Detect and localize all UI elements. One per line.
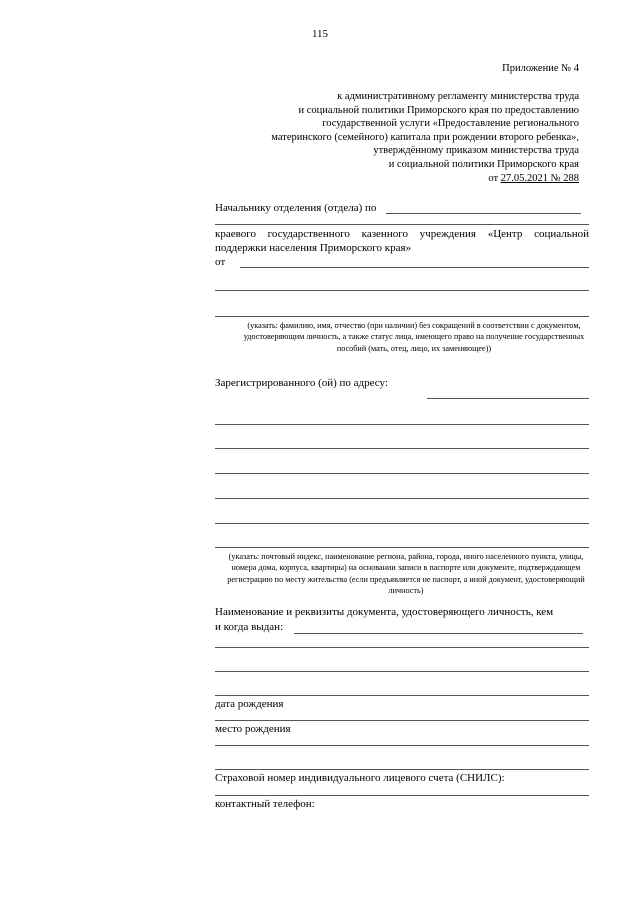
appendix-line-2: и социальной политики Приморского края по предоставлению — [298, 104, 579, 116]
address-field-line-5[interactable] — [215, 498, 589, 499]
order-date-prefix: от — [488, 172, 501, 184]
id-doc-line-1: Наименование и реквизиты документа, удостоверяющего личность, кем — [215, 606, 554, 618]
id-doc-field-line-4[interactable] — [215, 695, 589, 696]
address-field-line-6[interactable] — [215, 523, 589, 524]
order-date-line — [488, 172, 579, 186]
applicant-field-line-2[interactable] — [215, 290, 589, 291]
birth-place-field-line-1[interactable] — [215, 745, 589, 746]
address-field-line-4[interactable] — [215, 473, 589, 474]
institution-line-1: краевого государственного казенного учреждения «Центр социальной — [215, 228, 589, 240]
snils-label: Страховой номер индивидуального лицевого счета (СНИЛС): — [215, 772, 505, 784]
address-field-line-3[interactable] — [215, 448, 589, 449]
addressee-label: Начальнику отделения (отдела) по — [215, 202, 377, 214]
birth-date-field-line[interactable] — [215, 720, 589, 721]
appendix-line-3: государственной услуги «Предоставление регионального — [322, 118, 579, 130]
address-field-line-2[interactable] — [215, 424, 589, 425]
from-label: от — [215, 256, 226, 268]
appendix-line-1: к административному регламенту министерства труда — [337, 91, 579, 102]
address-note: (указать: почтовый индекс, наименование региона, района, города, иного населенного пункта, улицы, номера дома, корпуса, квартиры) на основании записи в паспорте или документе, подтверждающем регистрацию по месту жительства (если предъявляется не паспорт, а иной документ, удостоверяющий личность) — [227, 552, 585, 596]
phone-label: контактный телефон: — [215, 798, 315, 810]
order-date: 27.05.2021 — [500, 172, 548, 184]
addressee-field-line[interactable] — [386, 213, 581, 214]
applicant-field-line-1[interactable] — [240, 267, 589, 268]
page-number: 115 — [311, 28, 329, 40]
appendix-line-4: материнского (семейного) капитала при рождении второго ребенка», — [271, 131, 579, 143]
id-doc-field-line-2[interactable] — [215, 647, 589, 648]
order-number-sign: № — [547, 172, 564, 184]
id-doc-field-line-3[interactable] — [215, 671, 589, 672]
birth-date-label: дата рождения — [215, 698, 284, 710]
institution-line-2: поддержки населения Приморского края» — [215, 242, 412, 254]
address-field-line-1[interactable] — [427, 398, 589, 399]
appendix-title: Приложение № 4 — [502, 63, 579, 74]
appendix-line-6: и социальной политики Приморского края — [388, 159, 579, 170]
id-doc-line-2: и когда выдан: — [215, 621, 284, 633]
applicant-note: (указать: фамилию, имя, отчество (при наличии) без сокращений в соответствии с документом, удостоверяющим личность, а также статус лица, имеющего право на получение государственных пособий (мать, отец, лицо, их заменяющее)) — [243, 321, 585, 353]
snils-field-line[interactable] — [215, 795, 589, 796]
appendix-line-5: утверждённому приказом министерства труда — [373, 145, 579, 157]
id-doc-field-line-1[interactable] — [294, 633, 583, 634]
order-number: 288 — [563, 172, 579, 184]
birth-place-field-line-2[interactable] — [215, 769, 589, 770]
birth-place-label: место рождения — [215, 723, 291, 735]
address-field-line-7[interactable] — [215, 547, 589, 548]
addressee-field-line-2[interactable] — [215, 224, 589, 225]
applicant-field-line-3[interactable] — [215, 316, 589, 317]
registered-label: Зарегистрированного (ой) по адресу: — [215, 377, 388, 389]
